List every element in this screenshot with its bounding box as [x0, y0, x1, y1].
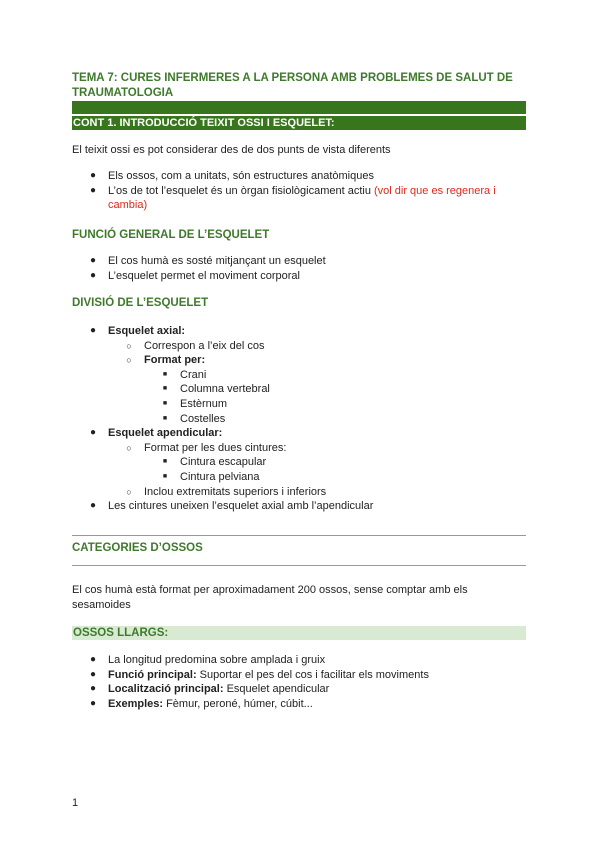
ossos-llargs-heading-bar: OSSOS LLARGS:	[72, 626, 526, 640]
list-item: ● Els ossos, com a unitats, són estructures anatòmiques	[72, 169, 526, 184]
list-item: ● La longitud predomina sobre amplada i gruix	[72, 653, 526, 668]
list-item: ● Esquelet axial:	[72, 324, 526, 339]
list-item: ● L’os de tot l’esquelet és un òrgan fisiològicament actiu (vol dir que es regenera i cambia)	[72, 184, 526, 213]
ossos-llargs-list	[72, 653, 526, 711]
bullet-icon: ●	[89, 654, 97, 665]
list-item: ● Les cintures uneixen l’esquelet axial amb l’apendicular	[72, 499, 526, 514]
square-bullet-icon: ■	[162, 414, 168, 422]
list-item: ○ Inclou extremitats superiors i inferiors	[72, 485, 526, 500]
bullet-icon: ●	[89, 697, 97, 709]
divisio-list	[72, 324, 526, 514]
list-item: ○ Correspon a l’eix del cos	[72, 339, 526, 354]
square-bullet-icon: ■	[162, 458, 168, 466]
square-bullet-icon: ■	[162, 399, 168, 407]
document-title: TEMA 7: CURES INFERMERES A LA PERSONA AMB PROBLEMES DE SALUT DE TRAUMATOLOGIA	[72, 72, 513, 99]
bullet-icon: ●	[89, 269, 97, 281]
list-item: ● Exemples: Fèmur, peroné, húmer, cúbit...	[72, 697, 526, 712]
bullet-icon: ●	[89, 255, 97, 266]
divider-bottom	[72, 565, 526, 566]
square-bullet-icon: ■	[162, 472, 168, 480]
funcio-heading: FUNCIÓ GENERAL DE L’ESQUELET	[72, 229, 270, 241]
divider-top	[72, 535, 526, 536]
intro-paragraph: El teixit ossi es pot considerar des de dos punts de vista diferents	[72, 144, 391, 156]
page-number: 1	[72, 797, 79, 809]
bullet-icon: ●	[89, 325, 97, 336]
categories-heading: CATEGORIES D’OSSOS	[72, 542, 203, 554]
list-item: ■ Costelles	[72, 412, 526, 427]
circle-bullet-icon: ○	[126, 442, 132, 453]
bullet-icon: ●	[89, 427, 97, 439]
list-item: ● Esquelet apendicular:	[72, 426, 526, 441]
list-item: ● Localització principal: Esquelet apendicular	[72, 682, 526, 697]
bullet-icon: ●	[89, 668, 97, 680]
list-item: ● El cos humà es sosté mitjançant un esquelet	[72, 254, 526, 269]
bullet-icon: ●	[89, 170, 97, 181]
list-item: ■ Cintura pelviana	[72, 470, 526, 485]
list-item: ○ Format per les dues cintures:	[72, 441, 526, 456]
list-item: ● Funció principal: Suportar el pes del cos i facilitar els moviments	[72, 668, 526, 683]
funcio-list	[72, 254, 526, 283]
list-item: ■ Crani	[72, 368, 526, 383]
note-text: (vol dir que es regenera i cambia)	[108, 184, 496, 212]
categories-paragraph: El cos humà està format per aproximadament 200 ossos, sense comptar amb els sesamoides	[72, 584, 468, 611]
square-bullet-icon: ■	[162, 370, 168, 378]
list-item: ■ Columna vertebral	[72, 382, 526, 397]
section-heading-bar: CONT 1. INTRODUCCIÓ TEIXIT OSSI I ESQUELET:	[72, 116, 526, 130]
list-item: ○ Format per:	[72, 353, 526, 368]
title-divider-bar	[72, 101, 526, 114]
intro-list	[72, 169, 526, 213]
circle-bullet-icon: ○	[126, 355, 132, 366]
bullet-icon: ●	[89, 184, 97, 196]
bullet-icon: ●	[89, 683, 97, 695]
circle-bullet-icon: ○	[126, 340, 132, 351]
divisio-heading: DIVISIÓ DE L’ESQUELET	[72, 297, 209, 309]
list-item: ■ Estèrnum	[72, 397, 526, 412]
list-item: ■ Cintura escapular	[72, 455, 526, 470]
square-bullet-icon: ■	[162, 385, 168, 393]
list-item: ● L’esquelet permet el moviment corporal	[72, 269, 526, 284]
bullet-icon: ●	[89, 500, 97, 512]
circle-bullet-icon: ○	[126, 486, 132, 497]
